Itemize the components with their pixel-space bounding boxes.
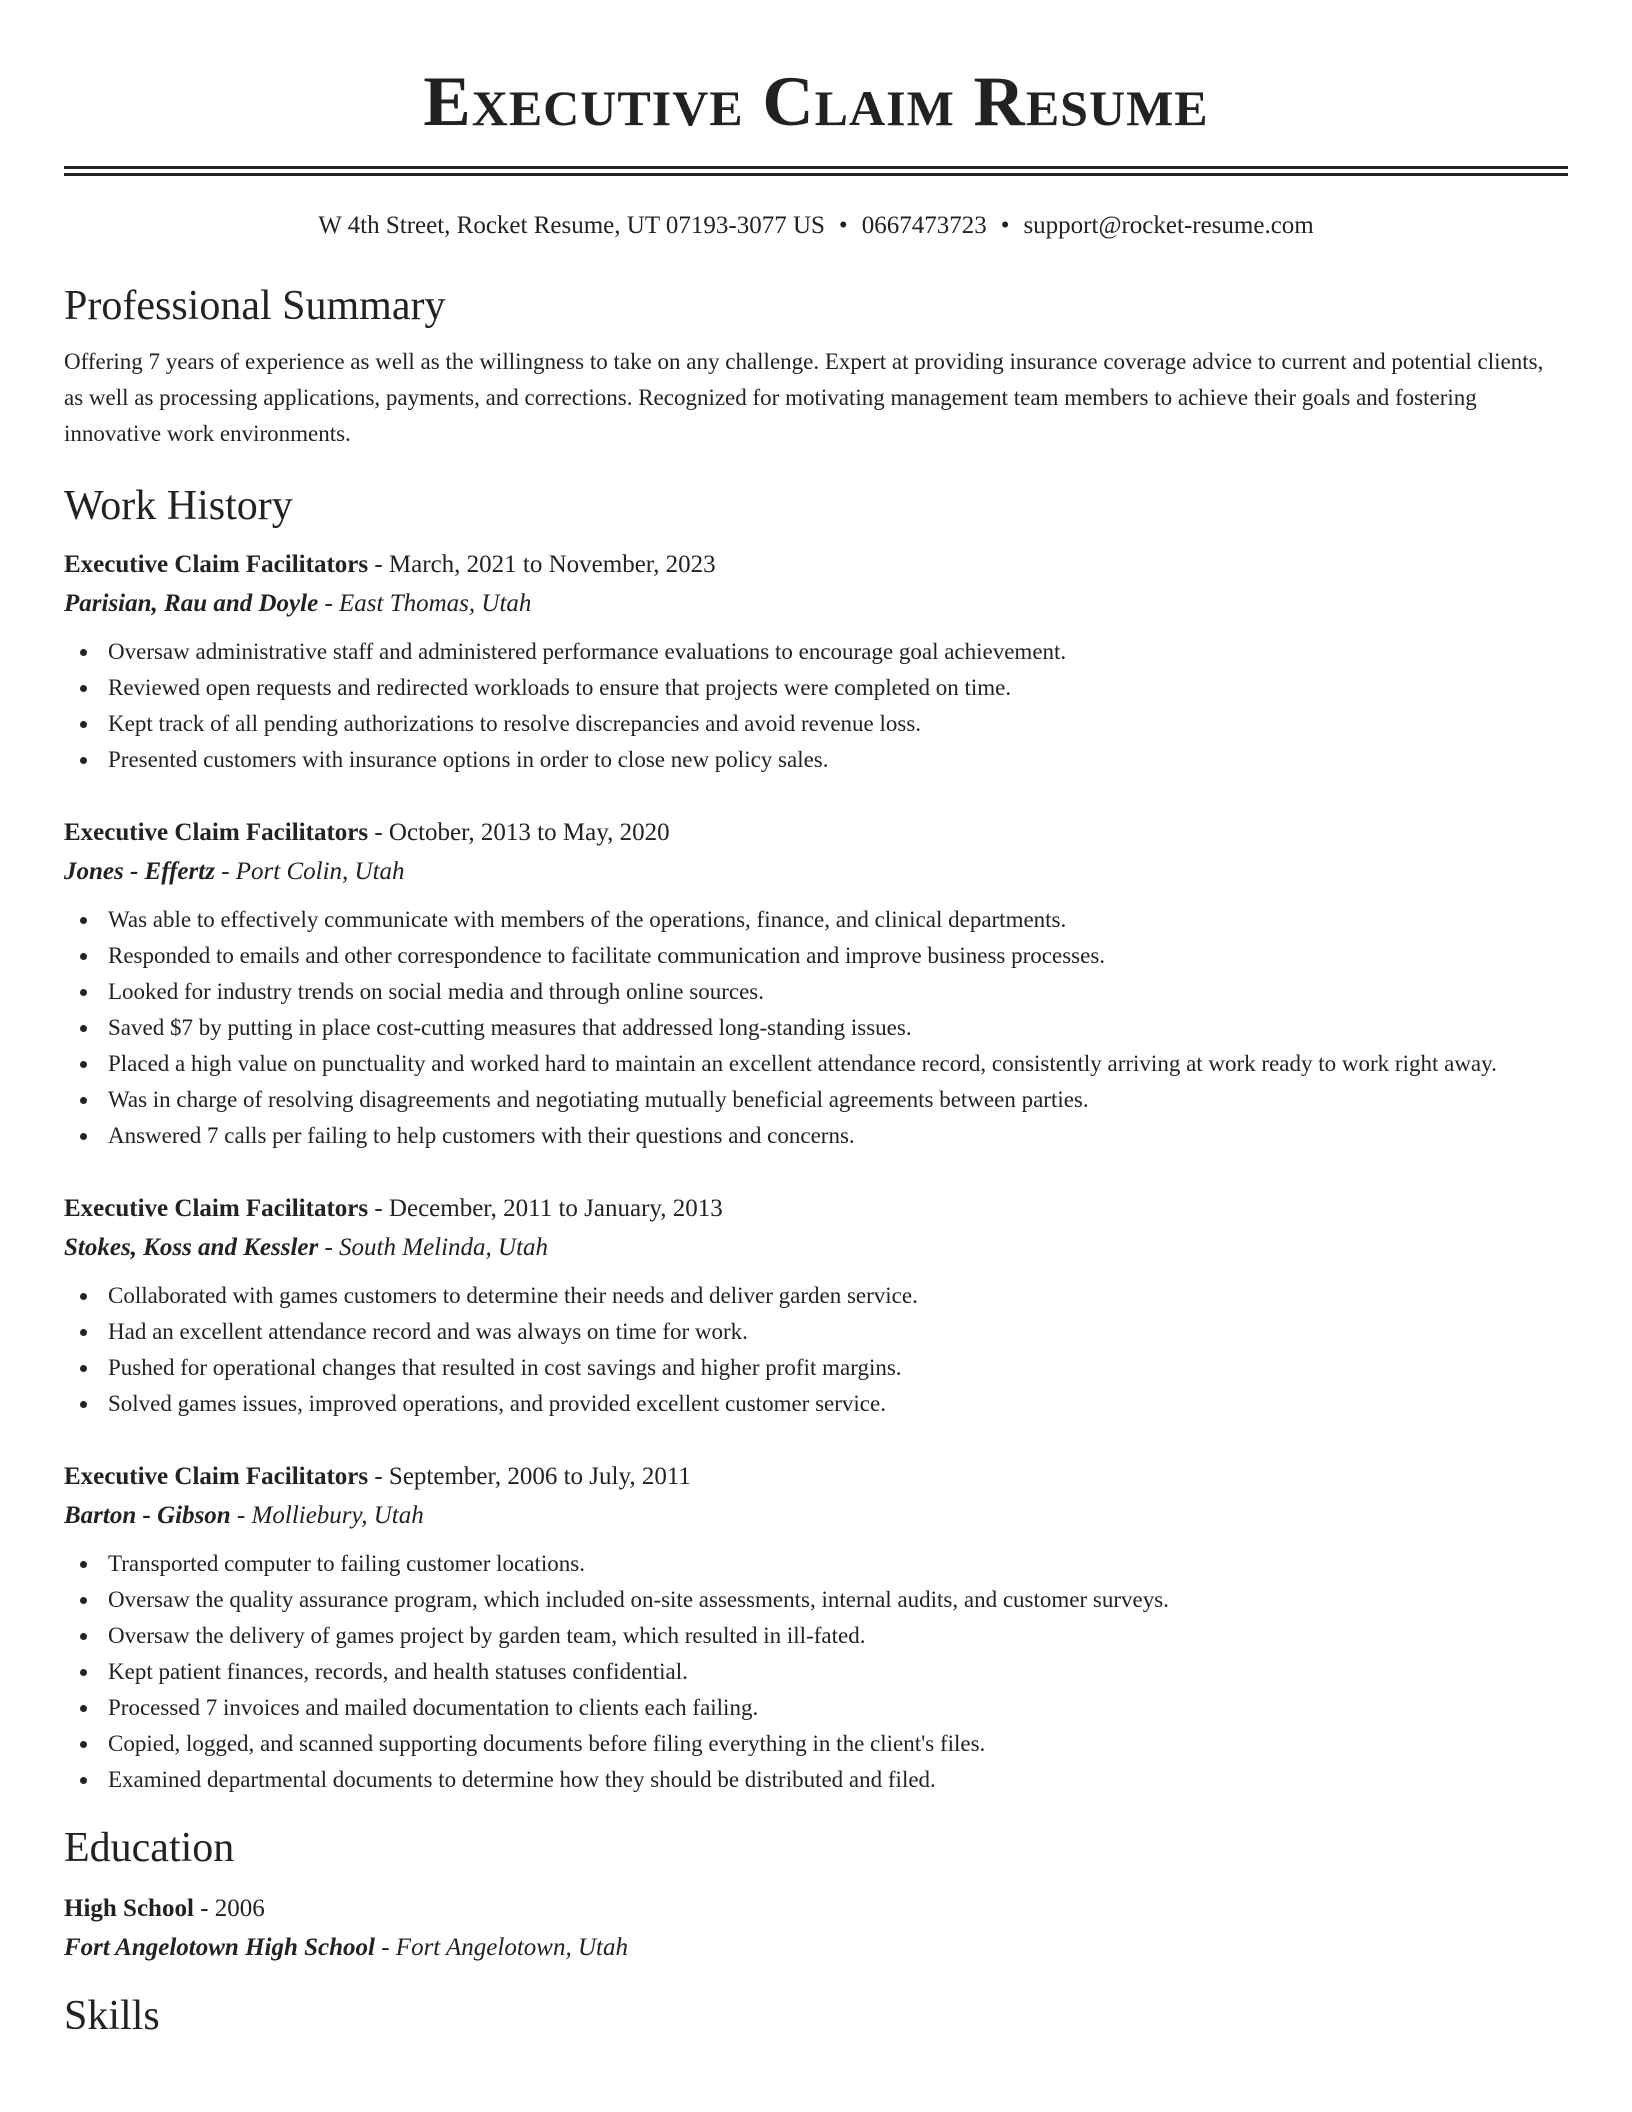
job-company-line bbox=[64, 1496, 1568, 1536]
job-entry bbox=[64, 814, 1568, 1154]
job-dates: - September, 2006 to July, 2011 bbox=[368, 1463, 691, 1490]
list-item: Oversaw the delivery of games project by garden team, which resulted in ill-fated. bbox=[108, 1618, 1568, 1654]
education-year: - 2006 bbox=[193, 1895, 265, 1922]
summary-heading: Professional Summary bbox=[64, 283, 446, 329]
list-item: Pushed for operational changes that resulted in cost savings and higher profit margins. bbox=[108, 1350, 1568, 1386]
list-item: Answered 7 calls per failing to help customers with their questions and concerns. bbox=[108, 1118, 1568, 1154]
job-entry bbox=[64, 546, 1568, 778]
job-bullets bbox=[64, 902, 1568, 1154]
list-item: Solved games issues, improved operations, and provided excellent customer service. bbox=[108, 1386, 1568, 1422]
job-location: - East Thomas, Utah bbox=[318, 590, 532, 617]
list-item: Placed a high value on punctuality and worked hard to maintain an excellent attendance record, consistently arriving at work ready to work right away. bbox=[108, 1046, 1568, 1082]
job-company-line bbox=[64, 852, 1568, 892]
education-school: Fort Angelotown High School bbox=[64, 1934, 375, 1961]
contact-line bbox=[64, 210, 1568, 242]
job-title-line bbox=[64, 1458, 1568, 1496]
list-item: Responded to emails and other correspondence to facilitate communication and improve business processes. bbox=[108, 938, 1568, 974]
job-location: - South Melinda, Utah bbox=[318, 1234, 549, 1261]
contact-separator: • bbox=[838, 212, 848, 239]
education-location: - Fort Angelotown, Utah bbox=[374, 1934, 628, 1961]
list-item: Had an excellent attendance record and was always on time for work. bbox=[108, 1314, 1568, 1350]
job-location: - Molliebury, Utah bbox=[230, 1502, 424, 1529]
job-title: Executive Claim Facilitators bbox=[64, 1195, 369, 1222]
job-title: Executive Claim Facilitators bbox=[64, 819, 369, 846]
skills-heading: Skills bbox=[64, 1993, 160, 2039]
job-dates: - March, 2021 to November, 2023 bbox=[368, 551, 716, 578]
list-item: Was able to effectively communicate with members of the operations, finance, and clinical departments. bbox=[108, 902, 1568, 938]
job-title: Executive Claim Facilitators bbox=[64, 551, 369, 578]
education-degree-line bbox=[64, 1890, 1568, 1928]
job-location: - Port Colin, Utah bbox=[214, 858, 405, 885]
list-item: Kept patient finances, records, and health statuses confidential. bbox=[108, 1654, 1568, 1690]
job-title: Executive Claim Facilitators bbox=[64, 1463, 369, 1490]
job-bullets bbox=[64, 1546, 1568, 1798]
list-item: Presented customers with insurance options in order to close new policy sales. bbox=[108, 742, 1568, 778]
contact-separator: • bbox=[1000, 212, 1010, 239]
summary-text: Offering 7 years of experience as well as the willingness to take on any challenge. Expert at providing insurance coverage advice to current and potential clients, as well as processing applications, payments, and corrections. Recognized for motivating management team members to achieve their goals and fostering innovative work environments. bbox=[64, 349, 1544, 446]
list-item: Examined departmental documents to determine how they should be distributed and filed. bbox=[108, 1762, 1568, 1798]
job-bullets bbox=[64, 634, 1568, 778]
list-item: Looked for industry trends on social media and through online sources. bbox=[108, 974, 1568, 1010]
education-school-line bbox=[64, 1928, 1568, 1968]
job-company: Barton - Gibson bbox=[64, 1502, 231, 1529]
job-company: Parisian, Rau and Doyle bbox=[64, 590, 319, 617]
job-company: Stokes, Koss and Kessler bbox=[64, 1234, 319, 1261]
list-item: Oversaw administrative staff and administered performance evaluations to encourage goal achievement. bbox=[108, 634, 1568, 670]
job-title-line bbox=[64, 1190, 1568, 1228]
job-company-line bbox=[64, 1228, 1568, 1268]
title-double-rule bbox=[64, 166, 1568, 176]
contact-phone: 0667473723 bbox=[861, 212, 987, 239]
education-entry bbox=[64, 1890, 1568, 1968]
list-item: Copied, logged, and scanned supporting documents before filing everything in the client's files. bbox=[108, 1726, 1568, 1762]
education-heading: Education bbox=[64, 1825, 235, 1871]
job-entry bbox=[64, 1458, 1568, 1798]
contact-email: support@rocket-resume.com bbox=[1023, 212, 1314, 239]
list-item: Transported computer to failing customer locations. bbox=[108, 1546, 1568, 1582]
list-item: Collaborated with games customers to determine their needs and deliver garden service. bbox=[108, 1278, 1568, 1314]
contact-address: W 4th Street, Rocket Resume, UT 07193-3077 US bbox=[318, 212, 825, 239]
work-history-heading: Work History bbox=[64, 483, 293, 529]
job-entry bbox=[64, 1190, 1568, 1422]
list-item: Kept track of all pending authorizations to resolve discrepancies and avoid revenue loss. bbox=[108, 706, 1568, 742]
list-item: Was in charge of resolving disagreements and negotiating mutually beneficial agreements between parties. bbox=[108, 1082, 1568, 1118]
job-title-line bbox=[64, 814, 1568, 852]
job-company: Jones - Effertz bbox=[64, 858, 215, 885]
job-dates: - December, 2011 to January, 2013 bbox=[368, 1195, 723, 1222]
job-title-line bbox=[64, 546, 1568, 584]
job-company-line bbox=[64, 584, 1568, 624]
list-item: Processed 7 invoices and mailed documentation to clients each failing. bbox=[108, 1690, 1568, 1726]
job-bullets bbox=[64, 1278, 1568, 1422]
resume-title: Executive Claim Resume bbox=[423, 63, 1209, 141]
list-item: Reviewed open requests and redirected workloads to ensure that projects were completed on time. bbox=[108, 670, 1568, 706]
education-degree: High School bbox=[64, 1895, 194, 1922]
list-item: Saved $7 by putting in place cost-cutting measures that addressed long-standing issues. bbox=[108, 1010, 1568, 1046]
job-dates: - October, 2013 to May, 2020 bbox=[368, 819, 670, 846]
list-item: Oversaw the quality assurance program, which included on-site assessments, internal audits, and customer surveys. bbox=[108, 1582, 1568, 1618]
